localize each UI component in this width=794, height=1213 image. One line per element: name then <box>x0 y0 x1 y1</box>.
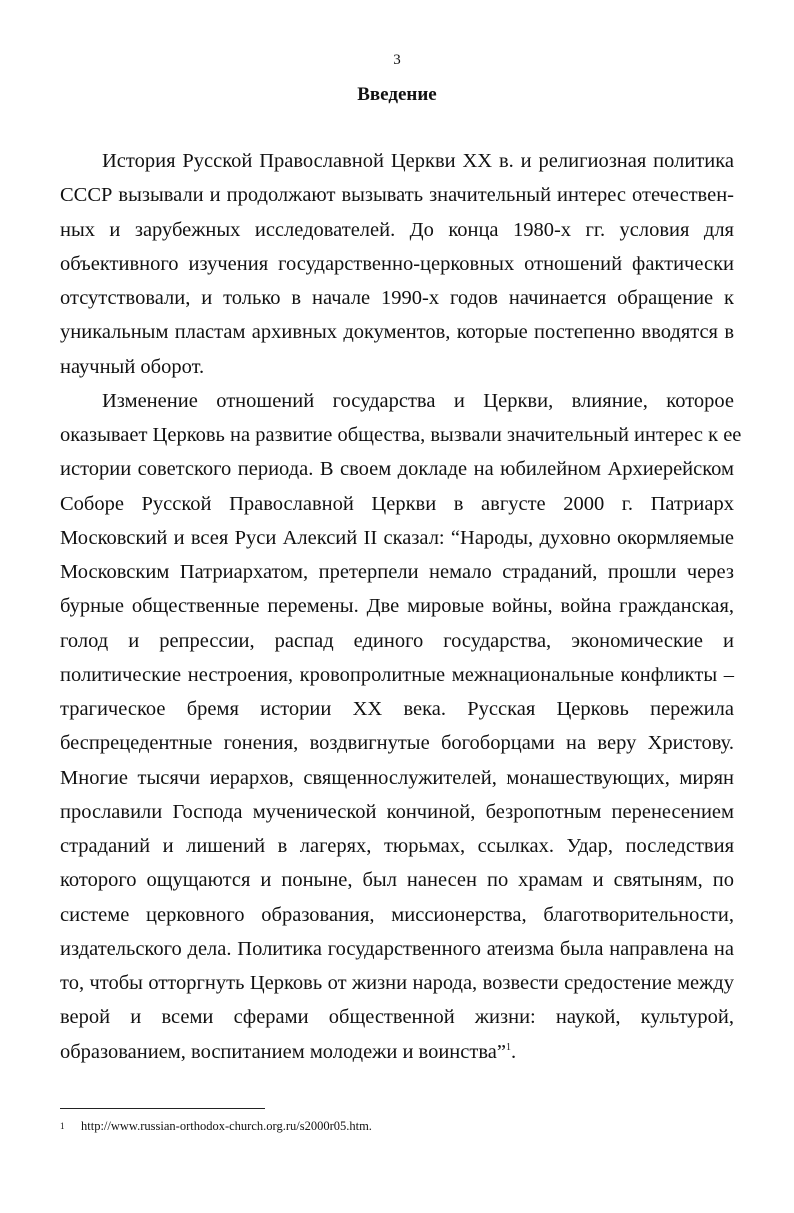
text-line: образованием, воспитанием молодежи и воинства” <box>60 1040 506 1063</box>
text-line: издательского дела. Политика государственного атеизма была направлена на <box>60 937 734 960</box>
footnote-text[interactable]: http://www.russian-orthodox-church.org.ru/s2000r05.htm. <box>81 1119 372 1133</box>
text-line: уникальным пластам архивных документов, которые постепенно вводятся в <box>60 321 734 344</box>
text-line: История Русской Православной Церкви XX в. и религиозная политика <box>102 150 734 172</box>
text-line: голод и репрессии, распад единого государства, экономические и <box>60 629 734 652</box>
footnote-reference[interactable]: 1 <box>505 1041 511 1053</box>
text-line: беспрецедентные гонения, воздвигнутые богоборцами на веру Христову. <box>60 732 734 755</box>
text-line: СССР вызывали и продолжают вызывать значительный интерес отечествен- <box>60 184 734 207</box>
paragraph-2 <box>60 384 742 1069</box>
footnote-divider <box>60 1108 265 1109</box>
text-line-last <box>60 1035 734 1069</box>
text-line: Московский и всея Руси Алексий II сказал: “Народы, духовно окормляемые <box>60 526 734 549</box>
section-title: Введение <box>357 84 437 105</box>
text-line: истории советского периода. В своем докладе на юбилейном Архиерейском <box>60 458 734 481</box>
text-line: Изменение отношений государства и Церкви, влияние, которое <box>102 389 734 412</box>
text-line: оказывает Церковь на развитие общества, вызвали значительный интерес к ее <box>60 424 742 446</box>
text-line: то, чтобы отторгнуть Церковь от жизни народа, возвести средостение между <box>60 972 734 994</box>
paragraph-1 <box>60 144 734 384</box>
text-line: трагическое бремя истории XX века. Русская Церковь пережила <box>60 698 734 720</box>
text-line: Многие тысячи иерархов, священнослужителей, монашествующих, мирян <box>60 766 734 789</box>
sentence-end: . <box>510 1040 517 1063</box>
text-line: объективного изучения государственно-церковных отношений фактически <box>60 252 734 275</box>
text-line: политические нестроения, кровопролитные межнациональные конфликты – <box>60 663 734 686</box>
text-line: Московским Патриархатом, претерпели немало страданий, прошли через <box>60 561 734 583</box>
text-line: отсутствовали, и только в начале 1990-х годов начинается обращение к <box>60 287 734 309</box>
page-number: 3 <box>393 52 401 68</box>
text-line: системе церковного образования, миссионерства, благотворительности, <box>60 903 734 926</box>
text-line: Соборе Русской Православной Церкви в августе 2000 г. Патриарх <box>60 492 734 515</box>
text-line: ных и зарубежных исследователей. До конца 1980-х гг. условия для <box>60 218 734 241</box>
text-line: страданий и лишений в лагерях, тюрьмах, ссылках. Удар, последствия <box>60 835 734 857</box>
footnote-marker: 1 <box>60 1121 65 1131</box>
text-line: бурные общественные перемены. Две мировые войны, война гражданская, <box>60 595 734 618</box>
text-line: прославили Господа мученической кончиной, безропотным перенесением <box>60 800 734 823</box>
footnote <box>60 1117 372 1135</box>
text-line: научный оборот. <box>60 355 205 378</box>
body-text <box>60 144 742 1069</box>
text-line: которого ощущаются и поныне, был нанесен по храмам и святыням, по <box>60 869 734 892</box>
text-line: верой и всеми сферами общественной жизни: наукой, культурой, <box>60 1006 734 1029</box>
